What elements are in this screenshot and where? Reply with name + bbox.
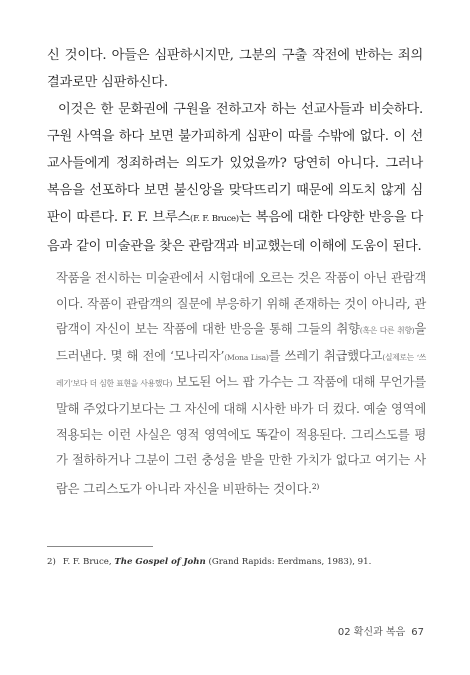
quote-text-c: 를 쓰레기 취급했다고	[268, 348, 383, 363]
body-paragraph-1-text: 신 것이다. 아들은 심판하시지만, 그분의 구출 작전에 반하는 죄의 결과로만 심판하신다.	[47, 48, 423, 90]
footnote-author: F. F. Bruce,	[62, 557, 115, 567]
block-quote-paragraph	[56, 266, 426, 502]
quote-text-b: 을 드러낸다. 몇 해 전에 ‘모나리자’	[56, 322, 426, 363]
block-quote	[56, 266, 426, 502]
footnote-number: 2)	[47, 557, 56, 567]
body-paragraph-2-text-b: 는 복음에 대한 다양한 반응을 다음과 같이 미술관을 찾은 관람객과 비교했는데 이해에 도움이 된다.	[47, 210, 424, 254]
quote-annotation-3: (실제로는 ‘쓰레기’보다 더 심한 표현을 사용했다)	[56, 352, 426, 389]
footnote	[47, 556, 427, 568]
footnote-reference-marker: 2)	[311, 481, 320, 491]
footnote-publication-info: (Grand Rapids: Eerdmans, 1983), 91.	[205, 557, 372, 567]
body-paragraph-2	[47, 96, 423, 260]
body-paragraph-2-text-a: 이것은 한 문화권에 구원을 전하고자 하는 선교사들과 비슷하다. 구원 사역을 하다 보면 불가피하게 심판이 따를 수밖에 없다. 이 선교사들에게 정죄하려는 의도가 있었을까? 당연히 아니다. 그러나 복음을 선포하다 보면 불신앙을 맞닥뜨리기 때문에 의도치 않게 심판이 따른다. F. F. 브루스	[47, 102, 423, 225]
chapter-running-title: 02 확신과 복음	[337, 627, 406, 638]
page-number: 67	[411, 627, 424, 638]
english-name-annotation: (F. F. Bruce)	[190, 214, 239, 224]
footnote-divider	[47, 546, 153, 547]
footnote-book-title: The Gospel of John	[114, 557, 206, 567]
quote-text-d: 보도된 어느 팝 가수는 그 작품에 대해 무언가를 말해 주었다기보다는 그 자신에 대해 시사한 바가 더 컸다. 예술 영역에 적용되는 이런 사실은 영적 영역에도 똑같이 적용된다. 그리스도를 평가 절하하거나 그분이 그런 충성을 받을 만한 가치가 없다고 여기는 사람은 그리스도가 아니라 자신을 비판하는 것이다.	[56, 375, 426, 496]
quote-annotation-2: (Mona Lisa)	[224, 352, 269, 362]
quote-annotation-1: (혹은 다른 취향)	[359, 326, 415, 336]
body-text	[47, 42, 423, 260]
page-footer	[338, 623, 424, 638]
body-paragraph-1	[47, 42, 423, 96]
quote-text-a: 작품을 전시하는 미술관에서 시험대에 오르는 것은 작품이 아닌 관람객이다. 작품이 관람객의 질문에 부응하기 위해 존재하는 것이 아니라, 관람객이 자신이 보는 작품에 대한 반응을 통해 그들의 취향	[56, 271, 426, 337]
